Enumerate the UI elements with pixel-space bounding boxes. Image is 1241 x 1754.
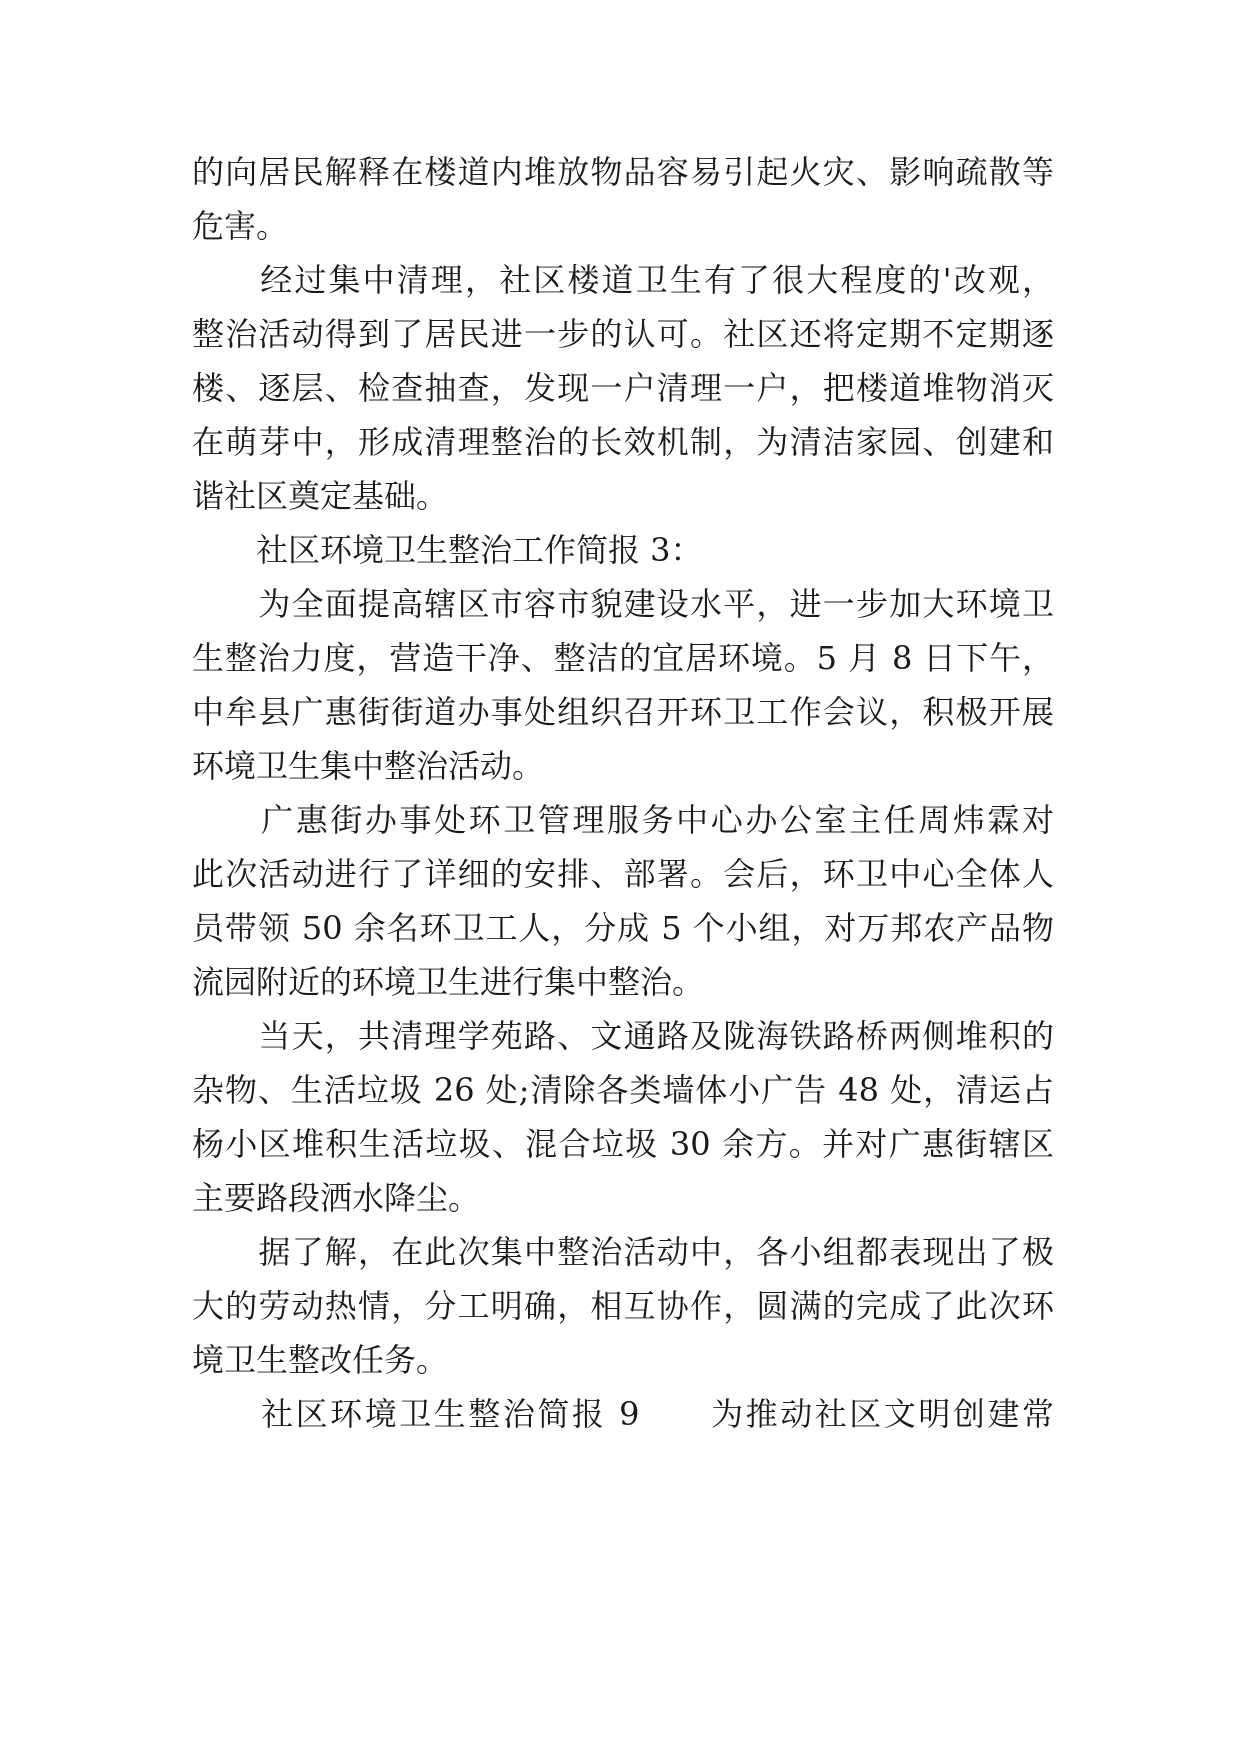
text-line-2: 危害。 xyxy=(192,207,289,245)
text-line-9: 为全面提高辖区市容市貌建设水平，进一步加大环境卫 xyxy=(192,585,1054,623)
text-line-19: 杨小区堆积生活垃圾、混合垃圾 30 余方。并对广惠街辖区 xyxy=(192,1125,1054,1163)
text-line-17: 当天，共清理学苑路、文通路及陇海铁路桥两侧堆积的 xyxy=(192,1017,1054,1055)
text-line-11: 中牟县广惠街街道办事处组织召开环卫工作会议，积极开展 xyxy=(192,693,1054,731)
text-line-7: 谐社区奠定基础。 xyxy=(192,477,449,515)
section-heading-9: 社区环境卫生整治简报 9 为推动社区文明创建常 xyxy=(192,1395,1054,1433)
text-line-12: 环境卫生集中整治活动。 xyxy=(192,747,545,785)
text-line-20: 主要路段洒水降尘。 xyxy=(192,1179,481,1217)
text-line-10: 生整治力度，营造干净、整洁的宜居环境。5 月 8 日下午， xyxy=(192,639,1054,677)
text-line-4: 整治活动得到了居民进一步的认可。社区还将定期不定期逐 xyxy=(192,315,1054,353)
text-line-21: 据了解，在此次集中整治活动中，各小组都表现出了极 xyxy=(192,1233,1054,1271)
text-line-23: 境卫生整改任务。 xyxy=(192,1341,449,1379)
text-line-15: 员带领 50 余名环卫工人，分成 5 个小组，对万邦农产品物 xyxy=(192,909,1054,947)
text-line-18: 杂物、生活垃圾 26 处;清除各类墙体小广告 48 处，清运占 xyxy=(192,1071,1054,1109)
text-line-1: 的向居民解释在楼道内堆放物品容易引起火灾、影响疏散等 xyxy=(192,153,1054,191)
text-line-6: 在萌芽中，形成清理整治的长效机制，为清洁家园、创建和 xyxy=(192,423,1054,461)
text-line-13: 广惠街办事处环卫管理服务中心办公室主任周炜霖对 xyxy=(192,801,1054,839)
text-line-14: 此次活动进行了详细的安排、部署。会后，环卫中心全体人 xyxy=(192,855,1054,893)
text-line-16: 流园附近的环境卫生进行集中整治。 xyxy=(192,963,705,1001)
section-heading-3: 社区环境卫生整治工作简报 3： xyxy=(192,531,703,569)
text-line-22: 大的劳动热情，分工明确，相互协作，圆满的完成了此次环 xyxy=(192,1287,1054,1325)
text-line-5: 楼、逐层、检查抽查，发现一户清理一户，把楼道堆物消灭 xyxy=(192,369,1054,407)
text-line-3: 经过集中清理，社区楼道卫生有了很大程度的'改观， xyxy=(192,261,1054,299)
